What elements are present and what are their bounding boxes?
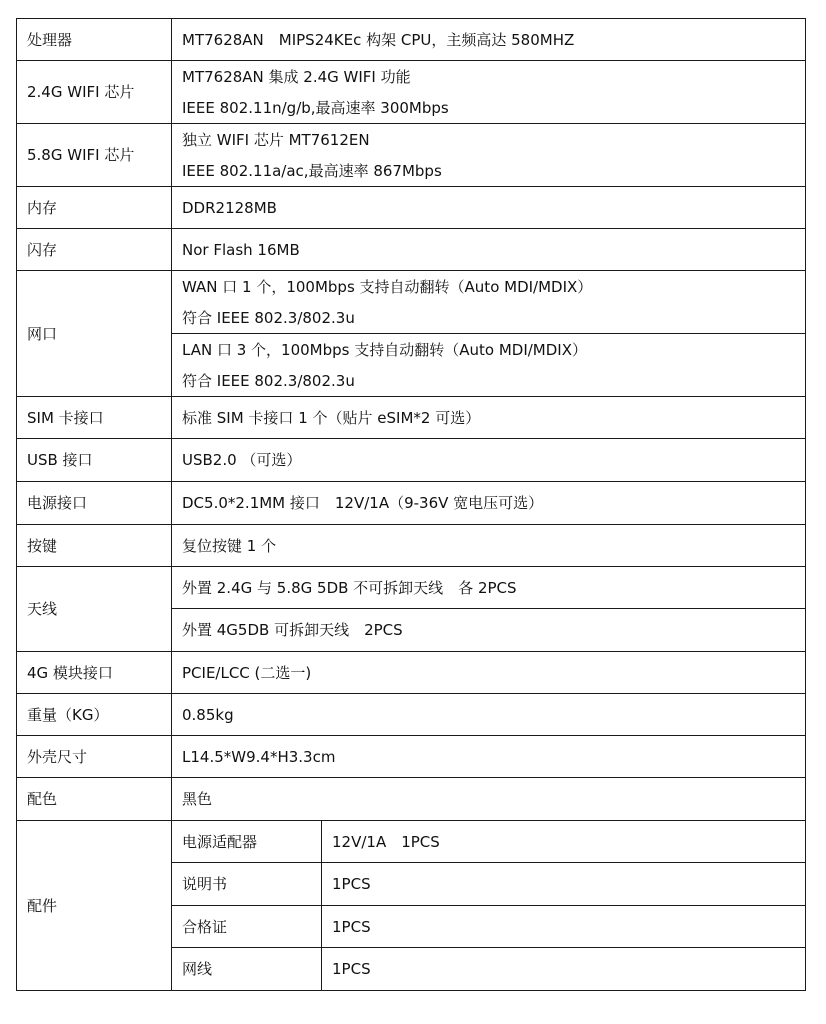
accessory-name: 网线 bbox=[172, 948, 322, 991]
row-value-antenna-1: 外置 2.4G 与 5.8G 5DB 不可拆卸天线 各 2PCS bbox=[172, 567, 806, 609]
wifi24-line2: IEEE 802.11n/g/b,最高速率 300Mbps bbox=[182, 98, 449, 117]
row-value-weight: 0.85kg bbox=[172, 694, 806, 736]
lan-line2: 符合 IEEE 802.3/802.3u bbox=[182, 371, 355, 390]
table-row bbox=[17, 397, 806, 439]
lan-line1: LAN 口 3 个，100Mbps 支持自动翻转（Auto MDI/MDIX） bbox=[182, 340, 587, 359]
accessory-qty: 1PCS bbox=[322, 948, 806, 991]
row-value-color: 黑色 bbox=[172, 778, 806, 821]
wifi58-line1: 独立 WIFI 芯片 MT7612EN bbox=[182, 130, 370, 149]
table-row bbox=[17, 124, 806, 187]
spec-table bbox=[16, 18, 806, 991]
row-label-color: 配色 bbox=[17, 778, 172, 821]
table-row bbox=[17, 525, 806, 567]
table-row bbox=[17, 439, 806, 482]
wan-line2: 符合 IEEE 802.3/802.3u bbox=[182, 308, 355, 327]
table-row bbox=[17, 229, 806, 271]
table-row bbox=[17, 19, 806, 61]
wan-line1: WAN 口 1 个，100Mbps 支持自动翻转（Auto MDI/MDIX） bbox=[182, 277, 593, 296]
wifi24-line1: MT7628AN 集成 2.4G WIFI 功能 bbox=[182, 67, 411, 86]
row-value-size: L14.5*W9.4*H3.3cm bbox=[172, 736, 806, 778]
table-row bbox=[17, 821, 806, 863]
table-row bbox=[17, 736, 806, 778]
row-label-module4g: 4G 模块接口 bbox=[17, 652, 172, 694]
table-row bbox=[17, 187, 806, 229]
row-value-cpu: MT7628AN MIPS24KEc 构架 CPU，主频高达 580MHZ bbox=[172, 19, 806, 61]
row-value-flash: Nor Flash 16MB bbox=[172, 229, 806, 271]
accessory-name: 说明书 bbox=[172, 863, 322, 906]
row-value-power: DC5.0*2.1MM 接口 12V/1A（9-36V 宽电压可选） bbox=[172, 482, 806, 525]
row-value-antenna-2: 外置 4G5DB 可拆卸天线 2PCS bbox=[172, 609, 806, 652]
table-row bbox=[17, 482, 806, 525]
accessory-qty: 1PCS bbox=[322, 863, 806, 906]
table-row bbox=[17, 694, 806, 736]
row-label-cpu: 处理器 bbox=[17, 19, 172, 61]
table-row bbox=[17, 778, 806, 821]
row-label-size: 外壳尺寸 bbox=[17, 736, 172, 778]
row-value-button: 复位按键 1 个 bbox=[172, 525, 806, 567]
row-label-accessories: 配件 bbox=[17, 821, 172, 991]
row-value-ram: DDR2128MB bbox=[172, 187, 806, 229]
row-label-flash: 闪存 bbox=[17, 229, 172, 271]
row-label-wifi58: 5.8G WIFI 芯片 bbox=[17, 124, 172, 187]
row-label-usb: USB 接口 bbox=[17, 439, 172, 482]
row-label-wifi24: 2.4G WIFI 芯片 bbox=[17, 61, 172, 124]
table-row bbox=[17, 271, 806, 334]
table-row bbox=[17, 567, 806, 609]
row-value-module4g: PCIE/LCC (二选一) bbox=[172, 652, 806, 694]
row-label-network: 网口 bbox=[17, 271, 172, 397]
row-label-button: 按键 bbox=[17, 525, 172, 567]
wifi58-line2: IEEE 802.11a/ac,最高速率 867Mbps bbox=[182, 161, 442, 180]
row-label-sim: SIM 卡接口 bbox=[17, 397, 172, 439]
row-value-sim: 标准 SIM 卡接口 1 个（贴片 eSIM*2 可选） bbox=[172, 397, 806, 439]
row-label-ram: 内存 bbox=[17, 187, 172, 229]
accessory-name: 合格证 bbox=[172, 906, 322, 948]
accessory-name: 电源适配器 bbox=[172, 821, 322, 863]
row-label-power: 电源接口 bbox=[17, 482, 172, 525]
row-value-wifi58 bbox=[172, 124, 806, 187]
row-value-wan bbox=[172, 271, 806, 334]
accessory-qty: 1PCS bbox=[322, 906, 806, 948]
row-label-antenna: 天线 bbox=[17, 567, 172, 652]
table-row bbox=[17, 61, 806, 124]
row-value-lan bbox=[172, 334, 806, 397]
table-row bbox=[17, 652, 806, 694]
row-label-weight: 重量（KG） bbox=[17, 694, 172, 736]
row-value-wifi24 bbox=[172, 61, 806, 124]
row-value-usb: USB2.0 （可选） bbox=[172, 439, 806, 482]
accessory-qty: 12V/1A 1PCS bbox=[322, 821, 806, 863]
